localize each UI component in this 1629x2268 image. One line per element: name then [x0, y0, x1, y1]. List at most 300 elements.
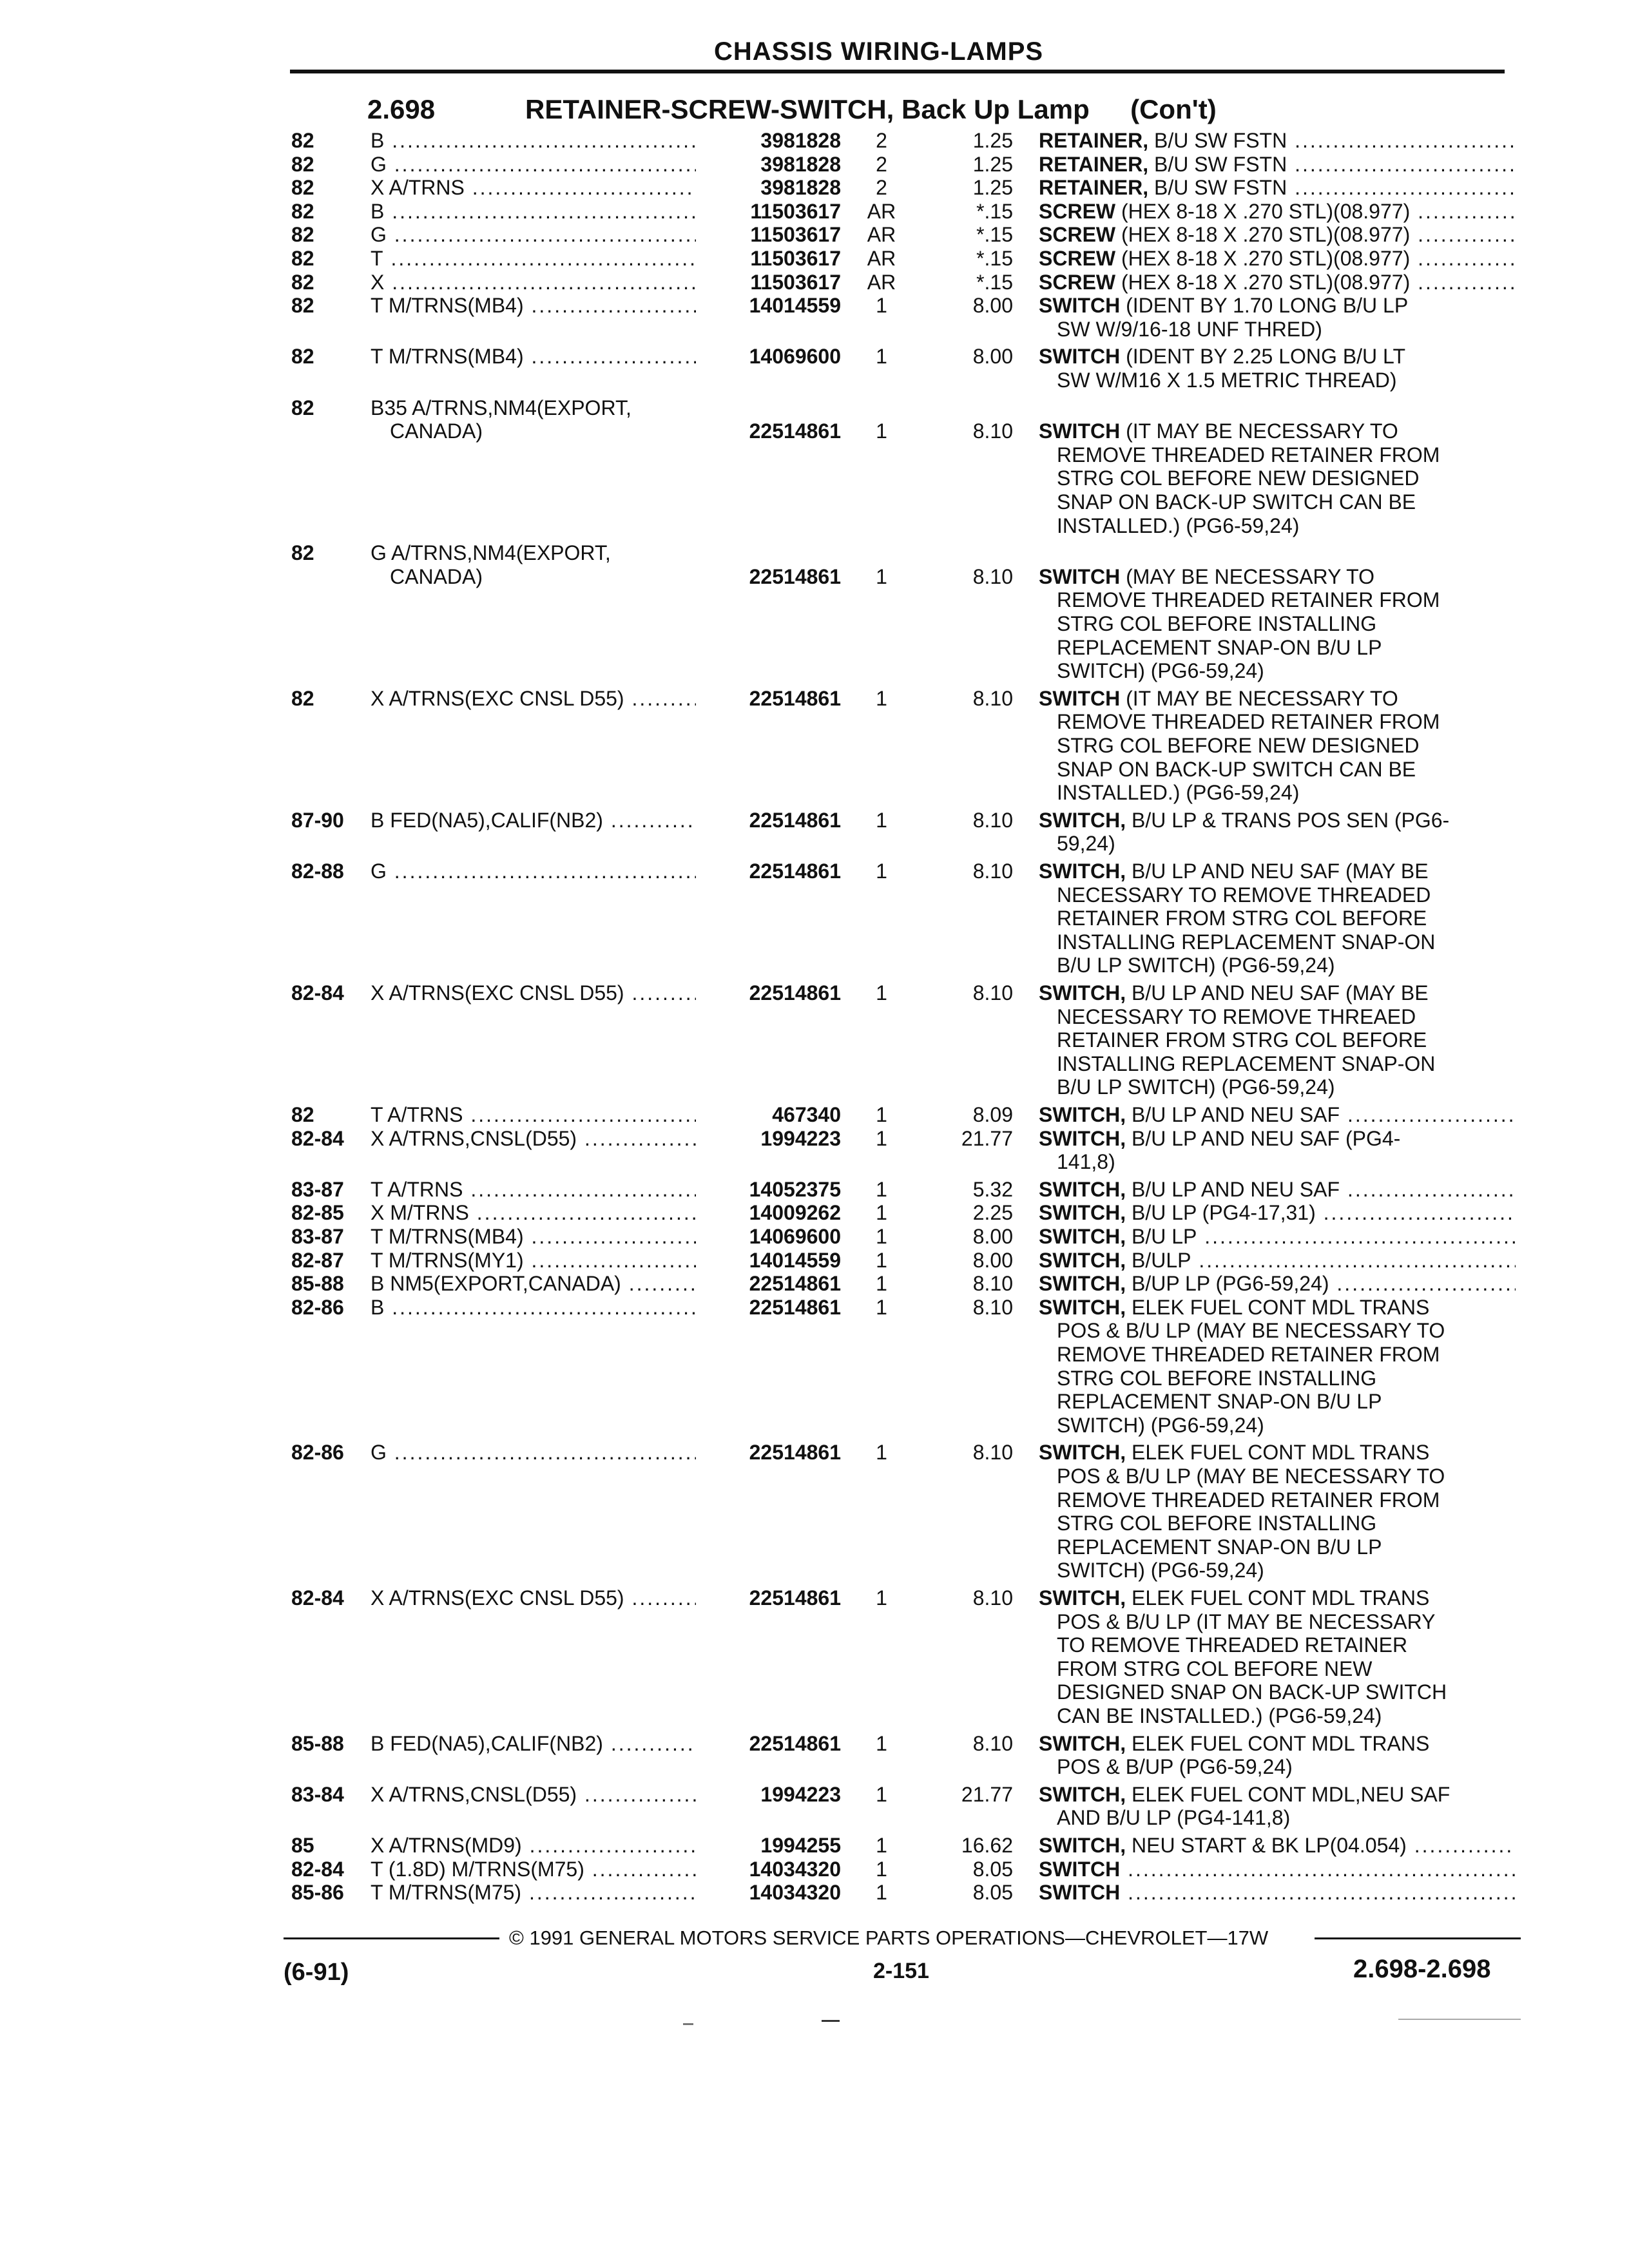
row-description-continuation-text: 141,8) [1057, 1150, 1115, 1174]
row-description-continuation-text: REMOVE THREADED RETAINER FROM [1057, 588, 1440, 612]
row-description-text: B/U LP [1126, 1225, 1197, 1248]
row-model [371, 860, 712, 883]
parts-row [0, 345, 1629, 392]
row-quantity: 1 [876, 1248, 887, 1272]
row-description-continuation-text: FROM STRG COL BEFORE NEW [1057, 1657, 1373, 1680]
row-model-text: T M/TRNS(MB4) ..... [371, 1225, 712, 1248]
row-quantity: 2 [876, 129, 887, 152]
row-description [1039, 1441, 1516, 1464]
row-description-continuation-text: B/U LP SWITCH) (PG6-59,24) [1057, 954, 1335, 977]
row-description [1039, 1249, 1516, 1272]
footer-rule-right [1315, 1937, 1521, 1939]
parts-row [0, 396, 1629, 537]
row-model-text: X A/TRNS(EXC CNSL D55) ..... [371, 981, 712, 1004]
row-description-continuation-text: SW W/9/16-18 UNF THRED) [1057, 317, 1322, 341]
parts-row [0, 1441, 1629, 1582]
row-description-continuation [1057, 659, 1516, 682]
row-description-continuation [1057, 1755, 1516, 1778]
row-quantity: 1 [876, 1586, 887, 1610]
scan-mark [1398, 2019, 1521, 2020]
row-quantity: 1 [876, 1225, 887, 1248]
row-model [371, 1249, 712, 1272]
row-description-continuation-text: CAN BE INSTALLED.) (PG6-59,24) [1057, 1704, 1382, 1727]
row-year: 82 [291, 199, 314, 223]
row-description-continuation [1057, 588, 1516, 611]
row-description [1039, 1201, 1516, 1224]
parts-row [0, 1225, 1629, 1248]
parts-row [0, 686, 1629, 805]
parts-row [0, 153, 1629, 176]
parts-row [0, 176, 1629, 199]
row-description-continuation [1057, 1319, 1516, 1342]
row-description-noun: SWITCH, [1039, 981, 1126, 1004]
row-price: 8.10 [972, 981, 1013, 1004]
row-quantity: 1 [876, 419, 887, 443]
row-price: 8.10 [972, 419, 1013, 443]
row-description-text: ELEK FUEL CONT MDL TRANS [1126, 1295, 1430, 1319]
row-year: 85-86 [291, 1881, 344, 1905]
row-description-continuation [1057, 1559, 1516, 1582]
row-quantity: AR [867, 270, 896, 294]
row-description-continuation [1057, 1704, 1516, 1727]
footer-rule-left [284, 1937, 499, 1939]
row-description-continuation-text: SNAP ON BACK-UP SWITCH CAN BE [1057, 490, 1416, 514]
row-description-continuation-text: REPLACEMENT SNAP-ON B/U LP [1057, 1390, 1382, 1414]
row-model [371, 1178, 712, 1201]
row-part-number: 22514861 [696, 1732, 841, 1755]
section-title-suffix: (Con't) [1130, 94, 1217, 124]
row-description-continuation [1057, 883, 1516, 907]
row-model-text: X M/TRNS ..... [371, 1201, 712, 1224]
row-description-continuation-text: SWITCH) (PG6-59,24) [1057, 659, 1264, 683]
row-description-text: B/U SW FSTN [1148, 129, 1287, 152]
row-description-text: (HEX 8-18 X .270 STL)(08.977) [1115, 199, 1411, 223]
row-quantity: AR [867, 199, 896, 223]
row-description-noun: SWITCH, [1039, 1731, 1126, 1755]
row-quantity: 1 [876, 686, 887, 710]
row-quantity: 1 [876, 345, 887, 369]
row-description-continuation [1057, 781, 1516, 804]
row-price: 8.10 [972, 1731, 1013, 1755]
row-model-text: G ..... [371, 860, 712, 883]
row-description-noun: SWITCH [1039, 564, 1121, 588]
row-model [371, 687, 712, 710]
row-year: 82-84 [291, 1857, 344, 1881]
row-description-continuation [1057, 318, 1516, 341]
row-price: 8.00 [972, 1248, 1013, 1272]
row-quantity: 1 [876, 1295, 887, 1319]
row-description-text: B/U LP AND NEU SAF (MAY BE [1126, 860, 1429, 883]
row-description-noun: SWITCH, [1039, 1248, 1126, 1272]
row-quantity: 2 [876, 152, 887, 176]
row-description-noun: SWITCH, [1039, 1441, 1126, 1465]
row-part-number: 11503617 [696, 271, 841, 294]
row-description [1039, 981, 1516, 1004]
parts-row [0, 1201, 1629, 1224]
row-description-noun: SWITCH [1039, 345, 1121, 369]
row-description [1039, 271, 1516, 294]
row-description-noun: SCREW [1039, 270, 1116, 294]
row-description-text: B/U SW FSTN [1148, 176, 1287, 200]
row-quantity: 1 [876, 1857, 887, 1881]
row-price: 8.10 [972, 860, 1013, 883]
row-description-continuation-text: POS & B/U LP (MAY BE NECESSARY TO [1057, 1464, 1445, 1488]
row-year: 82-88 [291, 860, 344, 883]
row-description-continuation-text: RETAINER FROM STRG COL BEFORE [1057, 1028, 1427, 1052]
scan-mark [822, 2020, 840, 2022]
parts-row [0, 1782, 1629, 1830]
row-price: 2.25 [972, 1201, 1013, 1225]
row-description-continuation [1057, 514, 1516, 537]
row-year: 82-85 [291, 1201, 344, 1225]
row-description-continuation-text: INSTALLED.) (PG6-59,24) [1057, 781, 1300, 805]
row-description-noun: SCREW [1039, 247, 1116, 270]
row-description-text: (IT MAY BE NECESSARY TO [1120, 686, 1398, 710]
row-price: 8.10 [972, 1272, 1013, 1296]
row-part-number: 22514861 [696, 809, 841, 832]
row-description-noun: SCREW [1039, 199, 1116, 223]
parts-row [0, 1731, 1629, 1779]
row-model-text: T M/TRNS(MB4) ..... [371, 294, 712, 317]
row-description-continuation [1057, 954, 1516, 977]
row-price: *.15 [976, 247, 1013, 270]
row-model [371, 396, 712, 419]
row-part-number: 14034320 [696, 1858, 841, 1881]
row-model-continuation [390, 565, 699, 588]
row-model-continuation [390, 419, 699, 443]
row-model-text: X A/TRNS(MD9) ..... [371, 1834, 712, 1857]
row-price: 8.05 [972, 1857, 1013, 1881]
row-model-text: T M/TRNS(MY1) ..... [371, 1249, 712, 1272]
row-description-continuation-text: SNAP ON BACK-UP SWITCH CAN BE [1057, 757, 1416, 781]
row-year: 82 [291, 345, 314, 369]
row-part-number: 1994223 [696, 1783, 841, 1806]
row-model-text: X ..... [371, 271, 712, 294]
parts-row [0, 808, 1629, 856]
row-price: *.15 [976, 199, 1013, 223]
row-description-continuation-text: DESIGNED SNAP ON BACK-UP SWITCH [1057, 1680, 1447, 1704]
row-description-continuation-text: POS & B/UP (PG6-59,24) [1057, 1755, 1293, 1779]
row-price: 8.10 [972, 1295, 1013, 1319]
row-year: 82-84 [291, 981, 344, 1004]
row-part-number: 11503617 [696, 247, 841, 270]
parts-row [0, 1881, 1629, 1904]
row-description-text: B/U LP & TRANS POS SEN (PG6- [1126, 808, 1450, 832]
row-description [1039, 1103, 1516, 1126]
row-description-continuation-text: STRG COL BEFORE INSTALLING [1057, 1366, 1377, 1390]
row-model [371, 1441, 712, 1464]
row-quantity: 1 [876, 564, 887, 588]
row-description-continuation [1057, 930, 1516, 954]
row-description-noun: RETAINER, [1039, 176, 1149, 200]
row-price: 8.10 [972, 1441, 1013, 1465]
row-description-continuation-text: SWITCH) (PG6-59,24) [1057, 1559, 1264, 1582]
row-description-continuation-text: NECESSARY TO REMOVE THREAED [1057, 1004, 1416, 1028]
row-model [371, 271, 712, 294]
row-year: 85-88 [291, 1731, 344, 1755]
row-part-number: 22514861 [696, 981, 841, 1004]
row-model-text: T A/TRNS ..... [371, 1178, 712, 1201]
row-description-text: B/UP LP (PG6-59,24) [1126, 1272, 1329, 1296]
row-year: 83-84 [291, 1782, 344, 1806]
row-quantity: 1 [876, 294, 887, 318]
row-part-number: 22514861 [696, 1296, 841, 1319]
row-description-noun: SWITCH, [1039, 1782, 1126, 1806]
row-year: 82 [291, 1103, 314, 1126]
row-description-noun: SCREW [1039, 223, 1116, 247]
row-price: *.15 [976, 270, 1013, 294]
row-description-continuation-text: REPLACEMENT SNAP-ON B/U LP [1057, 635, 1382, 659]
row-part-number: 22514861 [696, 1586, 841, 1610]
row-description-continuation-text: REMOVE THREADED RETAINER FROM [1057, 1488, 1440, 1512]
row-year: 82-84 [291, 1126, 344, 1150]
row-description-text: (IDENT BY 2.25 LONG B/U LT [1120, 345, 1406, 369]
row-description-noun: RETAINER, [1039, 152, 1149, 176]
row-description-continuation-text: INSTALLED.) (PG6-59,24) [1057, 514, 1300, 537]
row-description-noun: RETAINER, [1039, 129, 1149, 152]
row-quantity: 1 [876, 1272, 887, 1296]
section-title [525, 94, 1217, 125]
row-description-continuation [1057, 1052, 1516, 1075]
row-description [1039, 200, 1516, 223]
row-model-text: G ..... [371, 153, 712, 176]
row-description-text: NEU START & BK LP(04.054) [1126, 1834, 1407, 1857]
row-price: 8.10 [972, 808, 1013, 832]
row-description [1039, 129, 1516, 152]
row-model [371, 1272, 712, 1295]
row-model [371, 200, 712, 223]
row-part-number: 14014559 [696, 294, 841, 317]
row-model [371, 1881, 712, 1904]
row-year: 82-86 [291, 1295, 344, 1319]
row-model-text: X A/TRNS(EXC CNSL D55) ..... [371, 687, 712, 710]
row-model [371, 176, 712, 199]
row-year: 82-87 [291, 1248, 344, 1272]
row-description-continuation-text: SW W/M16 X 1.5 METRIC THREAD) [1057, 368, 1397, 392]
row-description-continuation-text: REMOVE THREADED RETAINER FROM [1057, 443, 1440, 466]
row-description-continuation [1057, 636, 1516, 659]
row-part-number: 14014559 [696, 1249, 841, 1272]
row-part-number: 11503617 [696, 223, 841, 246]
row-description-continuation [1057, 1150, 1516, 1173]
row-description-continuation-text: STRG COL BEFORE NEW DESIGNED [1057, 466, 1420, 490]
row-quantity: AR [867, 247, 896, 270]
row-model [371, 345, 712, 368]
row-description-continuation-text: REMOVE THREADED RETAINER FROM [1057, 710, 1440, 734]
row-description-text: B/U LP (PG4-17,31) [1126, 1201, 1316, 1225]
row-description [1039, 1178, 1516, 1201]
row-year: 82 [291, 686, 314, 710]
parts-row [0, 860, 1629, 977]
row-model [371, 1127, 712, 1150]
row-model-text: B FED(NA5),CALIF(NB2) ..... [371, 1732, 712, 1755]
row-part-number: 22514861 [696, 1441, 841, 1464]
row-description-continuation-text: AND B/U LP (PG4-141,8) [1057, 1806, 1291, 1830]
row-description [1039, 176, 1516, 199]
row-price: 1.25 [972, 152, 1013, 176]
parts-row [0, 129, 1629, 152]
row-part-number: 1994255 [696, 1834, 841, 1857]
row-description [1039, 1272, 1516, 1295]
row-description-continuation [1057, 1367, 1516, 1390]
row-description-continuation [1057, 612, 1516, 635]
row-description-noun: SWITCH, [1039, 1834, 1126, 1857]
row-part-number: 3981828 [696, 153, 841, 176]
row-part-number: 22514861 [696, 565, 841, 588]
row-model [371, 809, 712, 832]
row-description-continuation-text: POS & B/U LP (IT MAY BE NECESSARY [1057, 1610, 1436, 1633]
row-description [1039, 1225, 1516, 1248]
parts-row [0, 223, 1629, 246]
row-model-text: X A/TRNS,CNSL(D55) ..... [371, 1127, 712, 1150]
row-description-noun: SWITCH [1039, 294, 1121, 318]
parts-row [0, 1249, 1629, 1272]
row-description-noun: SWITCH, [1039, 1103, 1126, 1126]
parts-row [0, 1295, 1629, 1437]
row-description-noun: SWITCH, [1039, 1201, 1126, 1225]
row-description-noun: SWITCH, [1039, 1272, 1126, 1296]
row-description-continuation-text: STRG COL BEFORE INSTALLING [1057, 611, 1377, 635]
row-year: 82 [291, 129, 314, 152]
row-model [371, 981, 712, 1004]
row-model-text: X A/TRNS,CNSL(D55) ..... [371, 1783, 712, 1806]
row-description-text: (HEX 8-18 X .270 STL)(08.977) [1115, 247, 1411, 270]
row-model [371, 1103, 712, 1126]
row-description-text: ELEK FUEL CONT MDL,NEU SAF [1126, 1782, 1451, 1806]
row-price: 5.32 [972, 1177, 1013, 1201]
row-description-noun: SWITCH, [1039, 1177, 1126, 1201]
row-description-continuation [1057, 1806, 1516, 1829]
footer-copyright: © 1991 GENERAL MOTORS SERVICE PARTS OPERATIONS—CHEVROLET—17W [509, 1927, 1269, 1949]
row-year: 82 [291, 541, 314, 565]
row-model [371, 1201, 712, 1224]
row-year: 83-87 [291, 1225, 344, 1248]
row-description-noun: SWITCH, [1039, 808, 1126, 832]
row-model [371, 294, 712, 317]
row-price: *.15 [976, 223, 1013, 247]
row-part-number: 14034320 [696, 1881, 841, 1904]
parts-row [0, 1586, 1629, 1727]
row-description-text: B/U SW FSTN [1148, 152, 1287, 176]
row-part-number: 22514861 [696, 687, 841, 710]
row-description [1039, 1783, 1516, 1806]
parts-row [0, 1103, 1629, 1126]
row-quantity: 1 [876, 1126, 887, 1150]
row-description-continuation-text: NECESSARY TO REMOVE THREADED [1057, 883, 1431, 907]
row-description-continuation [1057, 1465, 1516, 1488]
row-year: 82 [291, 176, 314, 200]
row-year: 85-88 [291, 1272, 344, 1296]
row-description-text: (HEX 8-18 X .270 STL)(08.977) [1115, 270, 1411, 294]
parts-row [0, 1272, 1629, 1295]
row-year: 82 [291, 247, 314, 270]
row-model [371, 1834, 712, 1857]
row-description-text: ELEK FUEL CONT MDL TRANS [1126, 1441, 1430, 1465]
row-quantity: 1 [876, 1834, 887, 1857]
row-description [1039, 1296, 1516, 1319]
row-year: 82-84 [291, 1586, 344, 1610]
row-description-noun: SWITCH, [1039, 1295, 1126, 1319]
row-description [1039, 345, 1516, 368]
row-description [1039, 1881, 1516, 1904]
row-description [1039, 223, 1516, 246]
row-model-text: X A/TRNS(EXC CNSL D55) ..... [371, 1586, 712, 1610]
row-model-text: T (1.8D) M/TRNS(M75) ..... [371, 1858, 712, 1881]
row-quantity: 2 [876, 176, 887, 200]
row-description-noun: SWITCH [1039, 1857, 1121, 1881]
row-model [371, 1783, 712, 1806]
row-description-continuation-text: REPLACEMENT SNAP-ON B/U LP [1057, 1535, 1382, 1559]
row-description-noun: SWITCH [1039, 419, 1121, 443]
row-description-continuation [1057, 1488, 1516, 1512]
row-description-continuation [1057, 1075, 1516, 1099]
row-description [1039, 687, 1516, 710]
row-description [1039, 1834, 1516, 1857]
row-quantity: 1 [876, 1782, 887, 1806]
row-part-number: 22514861 [696, 860, 841, 883]
row-description-continuation [1057, 1005, 1516, 1028]
scan-mark [683, 2023, 693, 2025]
row-description-text: B/ULP [1126, 1248, 1191, 1272]
row-part-number: 1994223 [696, 1127, 841, 1150]
row-model-text: G ..... [371, 1441, 712, 1464]
row-year: 82 [291, 270, 314, 294]
row-description-continuation [1057, 710, 1516, 733]
row-description [1039, 294, 1516, 317]
row-description-text: (HEX 8-18 X .270 STL)(08.977) [1115, 223, 1411, 247]
row-description-continuation-text: REMOVE THREADED RETAINER FROM [1057, 1342, 1440, 1366]
row-model-text: B ..... [371, 129, 712, 152]
row-part-number: 22514861 [696, 1272, 841, 1295]
row-model-text: T M/TRNS(MB4) ..... [371, 345, 712, 368]
row-description-text: B/U LP AND NEU SAF [1126, 1177, 1340, 1201]
row-model-text: G ..... [371, 223, 712, 246]
row-description-continuation-text: INSTALLING REPLACEMENT SNAP-ON [1057, 1052, 1436, 1075]
row-part-number: 3981828 [696, 129, 841, 152]
row-price: 8.10 [972, 686, 1013, 710]
row-price: 1.25 [972, 129, 1013, 152]
row-year: 85 [291, 1834, 314, 1857]
row-part-number: 22514861 [696, 419, 841, 443]
row-model-line2: CANADA) [390, 564, 483, 588]
row-year: 87-90 [291, 808, 344, 832]
row-model-line1: G A/TRNS,NM4(EXPORT, [371, 541, 611, 565]
row-description-continuation-text: SWITCH) (PG6-59,24) [1057, 1413, 1264, 1437]
parts-row [0, 981, 1629, 1099]
row-description-text: B/U LP AND NEU SAF (MAY BE [1126, 981, 1429, 1004]
row-price: 8.00 [972, 294, 1013, 318]
row-description-continuation [1057, 490, 1516, 514]
row-quantity: 1 [876, 1881, 887, 1905]
row-description-continuation-text: POS & B/U LP (MAY BE NECESSARY TO [1057, 1319, 1445, 1343]
row-price: 8.05 [972, 1881, 1013, 1905]
row-part-number: 14069600 [696, 345, 841, 368]
row-quantity: 1 [876, 1201, 887, 1225]
row-model-text: B FED(NA5),CALIF(NB2) ..... [371, 809, 712, 832]
row-description-continuation-text: STRG COL BEFORE INSTALLING [1057, 1512, 1377, 1535]
row-description-noun: SWITCH, [1039, 860, 1126, 883]
parts-row [0, 1834, 1629, 1857]
row-description-continuation [1057, 1633, 1516, 1657]
row-description-continuation-text: RETAINER FROM STRG COL BEFORE [1057, 907, 1427, 930]
row-part-number: 14009262 [696, 1201, 841, 1224]
row-model-text: T M/TRNS(M75) ..... [371, 1881, 712, 1904]
row-description-text: (IDENT BY 1.70 LONG B/U LP [1120, 294, 1409, 318]
parts-row [0, 200, 1629, 223]
header-rule [290, 70, 1505, 73]
row-model [371, 153, 712, 176]
row-model-text: T ..... [371, 247, 712, 270]
